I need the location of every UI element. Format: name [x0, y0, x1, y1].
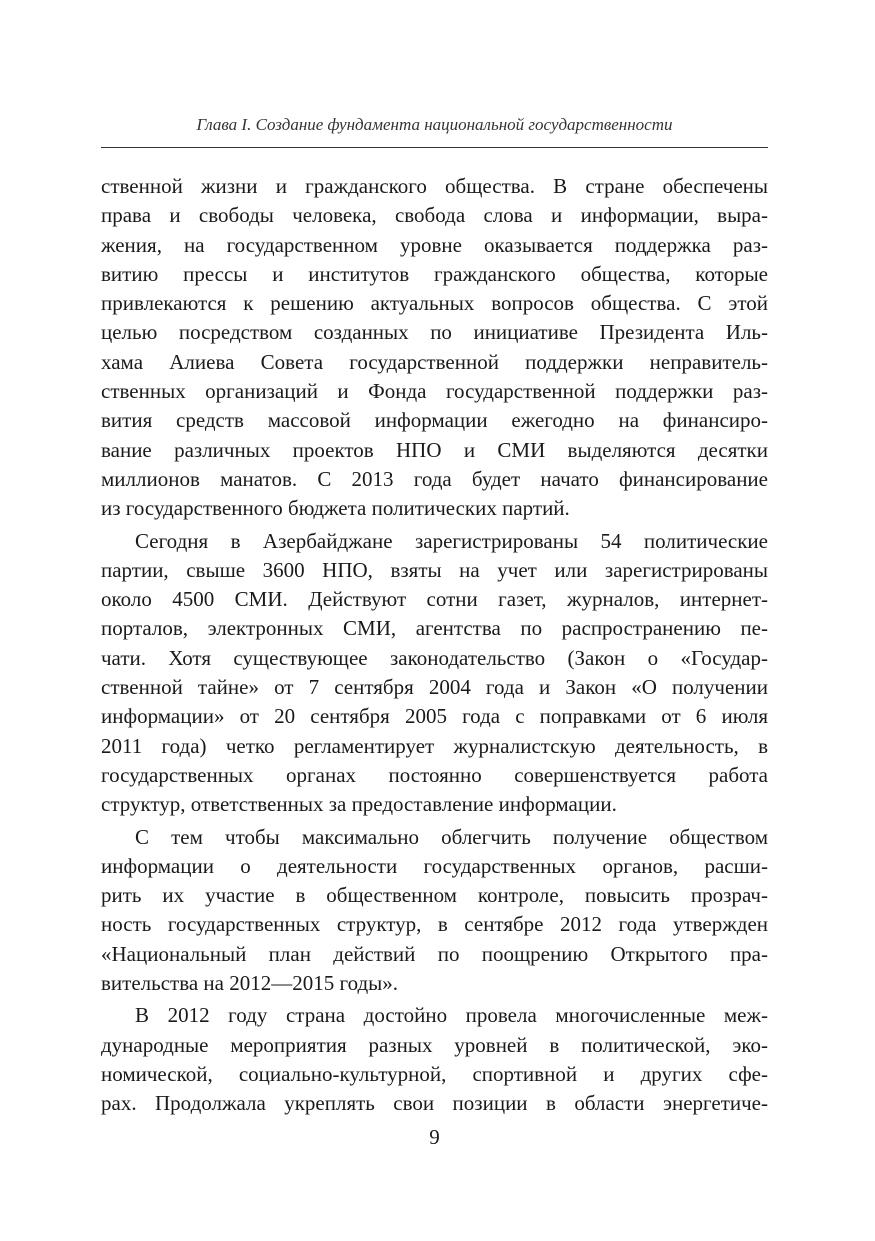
text-line: вития средств массовой информации ежегодно на финансиро-: [101, 408, 768, 433]
text-line: привлекаются к решению актуальных вопросов общества. С этой: [101, 291, 768, 316]
text-line: информации о деятельности государственных органов, расши-: [101, 853, 768, 878]
header-divider: [101, 147, 768, 148]
text-line: ность государственных структур, в сентябре 2012 года утвержден: [101, 912, 768, 937]
paragraph-2: [101, 527, 768, 820]
text-line: дународные мероприятия разных уровней в политической, эко-: [101, 1032, 768, 1057]
text-line: хама Алиева Совета государственной поддержки неправитель-: [101, 349, 768, 374]
body-text: [101, 172, 768, 1119]
text-line: рах. Продолжала укреплять свои позиции в области энергетиче-: [101, 1091, 768, 1116]
text-line: ственных организаций и Фонда государственной поддержки раз-: [101, 379, 768, 404]
text-line: рить их участие в общественном контроле, повысить прозрач-: [101, 883, 768, 908]
text-line: «Национальный план действий по поощрению Открытого пра-: [101, 941, 768, 966]
text-line: государственных органах постоянно совершенствуется работа: [101, 762, 768, 787]
text-line: В 2012 году страна достойно провела многочисленные меж-: [135, 1003, 768, 1028]
text-line: партии, свыше 3600 НПО, взяты на учет или зарегистрированы: [101, 557, 768, 582]
text-line: чати. Хотя существующее законодательство (Закон о «Государ-: [101, 645, 768, 670]
text-line: около 4500 СМИ. Действуют сотни газет, журналов, интернет-: [101, 587, 768, 612]
text-line: вание различных проектов НПО и СМИ выделяются десятки: [101, 437, 768, 462]
text-line: номической, социально-культурной, спортивной и других сфе-: [101, 1061, 768, 1086]
text-line: ственной тайне» от 7 сентября 2004 года и Закон «О получении: [101, 675, 768, 700]
text-line: вительства на 2012—2015 годы».: [101, 971, 399, 996]
text-line: из государственного бюджета политических партий.: [101, 496, 570, 521]
text-line: витию прессы и институтов гражданского общества, которые: [101, 261, 768, 286]
running-header: Глава I. Создание фундамента национальной государственности: [196, 115, 673, 134]
text-line: структур, ответственных за предоставление информации.: [101, 792, 617, 817]
paragraph-4: [101, 1001, 768, 1118]
paragraph-1: [101, 172, 768, 524]
page-number: 9: [429, 1125, 440, 1149]
text-line: ственной жизни и гражданского общества. В стране обеспечены: [101, 174, 768, 198]
text-line: целью посредством созданных по инициативе Президента Иль-: [101, 320, 768, 345]
text-line: Сегодня в Азербайджане зарегистрированы 54 политические: [135, 528, 768, 553]
paragraph-3: [101, 823, 768, 999]
text-line: жения, на государственном уровне оказывается поддержка раз-: [101, 232, 768, 257]
text-line: 2011 года) четко регламентирует журналистскую деятельность, в: [101, 733, 768, 758]
text-line: порталов, электронных СМИ, агентства по распространению пе-: [101, 616, 768, 641]
text-line: информации» от 20 сентября 2005 года с поправками от 6 июля: [101, 704, 768, 729]
text-line: права и свободы человека, свобода слова и информации, выра-: [101, 203, 768, 228]
text-line: С тем чтобы максимально облегчить получение обществом: [135, 824, 768, 849]
text-line: миллионов манатов. С 2013 года будет начато финансирование: [101, 466, 768, 491]
